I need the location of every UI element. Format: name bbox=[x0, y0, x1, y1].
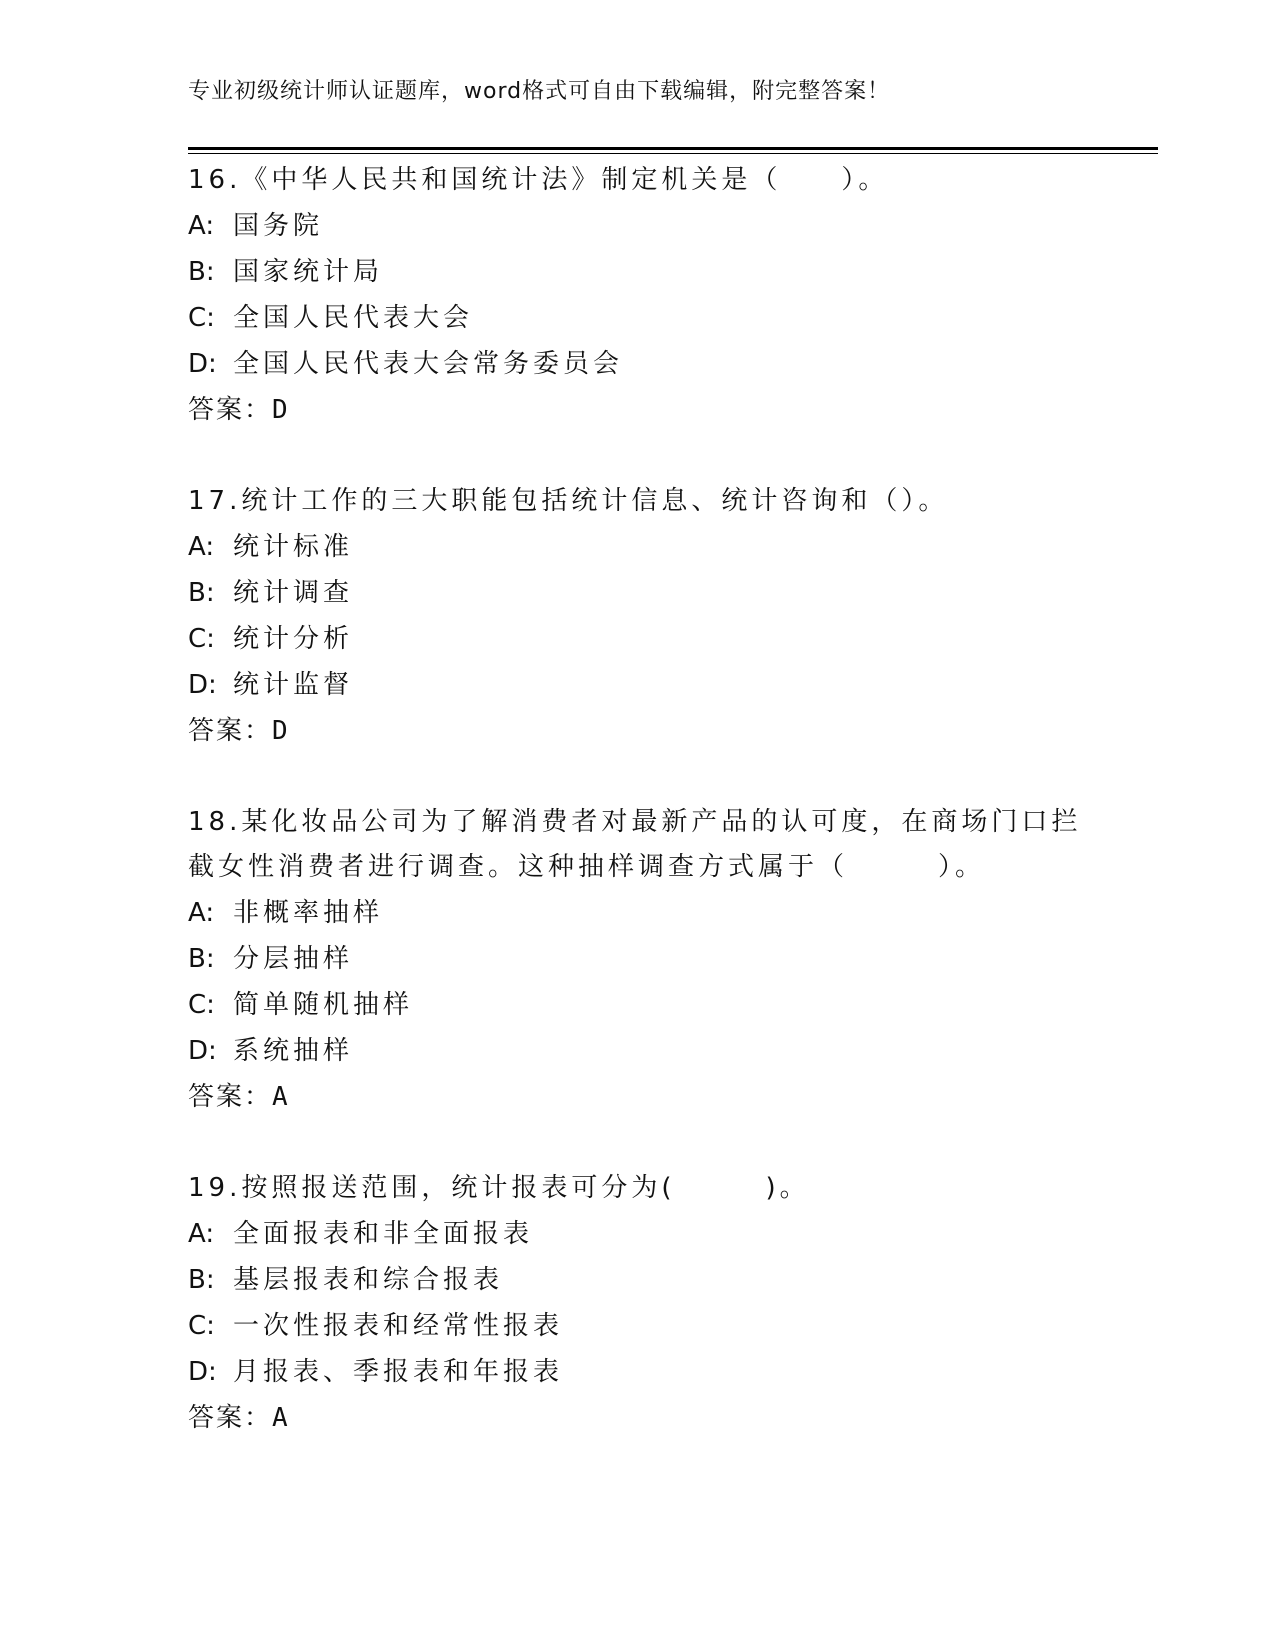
option-d bbox=[188, 1349, 1088, 1395]
answer-value: A bbox=[272, 1403, 288, 1433]
option-letter: B: bbox=[188, 578, 215, 608]
answer-value: A bbox=[272, 1082, 288, 1112]
option-letter: B: bbox=[188, 1265, 215, 1295]
option-text: 全国人民代表大会 bbox=[233, 303, 474, 333]
option-c bbox=[188, 982, 1088, 1028]
question-17 bbox=[188, 479, 1088, 754]
option-text: 简单随机抽样 bbox=[233, 990, 414, 1020]
option-text: 统计监督 bbox=[233, 670, 354, 700]
answer-label: 答案： bbox=[188, 395, 273, 425]
option-d bbox=[188, 662, 1088, 708]
option-a bbox=[188, 203, 1088, 249]
answer-line bbox=[188, 708, 1088, 754]
question-16 bbox=[188, 158, 1088, 433]
option-text: 全国人民代表大会常务委员会 bbox=[233, 349, 624, 379]
option-letter: C: bbox=[188, 990, 215, 1020]
option-letter: A: bbox=[188, 898, 215, 928]
question-18 bbox=[188, 800, 1088, 1120]
option-text: 一次性报表和经常性报表 bbox=[233, 1311, 564, 1341]
option-letter: D: bbox=[188, 349, 217, 379]
option-c bbox=[188, 616, 1088, 662]
option-a bbox=[188, 890, 1088, 936]
answer-line bbox=[188, 1074, 1088, 1120]
option-d bbox=[188, 1028, 1088, 1074]
answer-label: 答案： bbox=[188, 1082, 273, 1112]
option-letter: A: bbox=[188, 1219, 215, 1249]
option-letter: B: bbox=[188, 944, 215, 974]
question-stem: 19.按照报送范围，统计报表可分为( )。 bbox=[188, 1173, 810, 1203]
answer-line bbox=[188, 387, 1088, 433]
option-text: 分层抽样 bbox=[233, 944, 354, 974]
option-letter: C: bbox=[188, 1311, 215, 1341]
header-divider-thin bbox=[188, 153, 1158, 154]
option-letter: D: bbox=[188, 1036, 217, 1066]
option-text: 统计标准 bbox=[233, 532, 354, 562]
option-a bbox=[188, 1211, 1088, 1257]
option-b bbox=[188, 1257, 1088, 1303]
option-letter: A: bbox=[188, 532, 215, 562]
answer-label: 答案： bbox=[188, 716, 273, 746]
option-text: 全面报表和非全面报表 bbox=[233, 1219, 534, 1249]
option-letter: C: bbox=[188, 303, 215, 333]
answer-value: D bbox=[272, 716, 288, 746]
option-text: 月报表、季报表和年报表 bbox=[233, 1357, 564, 1387]
option-text: 统计调查 bbox=[233, 578, 354, 608]
option-text: 统计分析 bbox=[233, 624, 354, 654]
question-stem: 16.《中华人民共和国统计法》制定机关是（ ）。 bbox=[188, 165, 889, 195]
answer-label: 答案： bbox=[188, 1403, 273, 1433]
page-header-text: 专业初级统计师认证题库，word格式可自由下载编辑，附完整答案！ bbox=[188, 79, 891, 104]
option-c bbox=[188, 295, 1088, 341]
question-list bbox=[188, 158, 1088, 1487]
option-text: 系统抽样 bbox=[233, 1036, 354, 1066]
question-19 bbox=[188, 1166, 1088, 1441]
question-stem: 17.统计工作的三大职能包括统计信息、统计咨询和（）。 bbox=[188, 486, 949, 516]
option-text: 基层报表和综合报表 bbox=[233, 1265, 504, 1295]
option-letter: C: bbox=[188, 624, 215, 654]
option-b bbox=[188, 570, 1088, 616]
option-letter: D: bbox=[188, 1357, 217, 1387]
header-divider-thick bbox=[188, 147, 1158, 150]
option-letter: D: bbox=[188, 670, 217, 700]
question-stem: 18.某化妆品公司为了解消费者对最新产品的认可度，在商场门口拦截女性消费者进行调查。这种抽样调查方式属于（ ）。 bbox=[188, 807, 1082, 882]
option-b bbox=[188, 936, 1088, 982]
option-text: 国家统计局 bbox=[233, 257, 384, 287]
option-letter: B: bbox=[188, 257, 215, 287]
answer-line bbox=[188, 1395, 1088, 1441]
option-letter: A: bbox=[188, 211, 215, 241]
option-c bbox=[188, 1303, 1088, 1349]
answer-value: D bbox=[272, 395, 288, 425]
option-d bbox=[188, 341, 1088, 387]
option-b bbox=[188, 249, 1088, 295]
option-text: 国务院 bbox=[233, 211, 324, 241]
option-text: 非概率抽样 bbox=[233, 898, 384, 928]
option-a bbox=[188, 524, 1088, 570]
